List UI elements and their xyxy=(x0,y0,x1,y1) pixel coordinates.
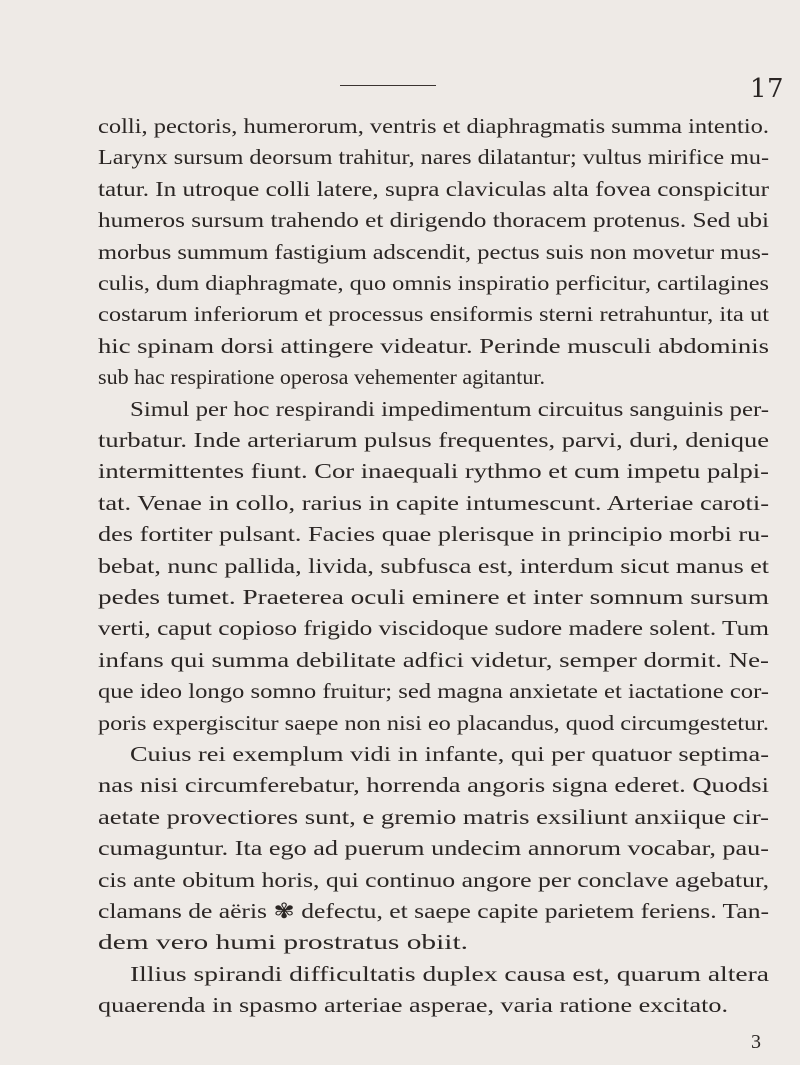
header-rule xyxy=(340,85,436,86)
text-line: Simul per hoc respirandi impedimentum circuitus sanguinis per- xyxy=(130,396,770,421)
text-line: Cuius rei exemplum vidi in infante, qui per quatuor septima- xyxy=(130,742,770,766)
text-line: turbatur. Inde arteriarum pulsus frequentes, parvi, duri, denique xyxy=(98,428,770,452)
text-line: Larynx sursum deorsum trahitur, nares dilatantur; vultus mirifice mu- xyxy=(98,145,770,170)
text-line: hic spinam dorsi attingere videatur. Perinde musculi abdominis xyxy=(98,333,769,358)
text-line: culis, dum diaphragmate, quo omnis inspiratio perficitur, cartilagines xyxy=(98,271,770,295)
text-line: dem vero humi prostratus obiit. xyxy=(98,930,469,955)
signature-mark: 3 xyxy=(751,1030,761,1053)
text-line: que ideo longo somno fruitur; sed magna anxietate et iactatione cor- xyxy=(98,679,770,704)
text-line: intermittentes fiunt. Cor inaequali rythmo et cum impetu palpi- xyxy=(98,459,769,484)
text-line: morbus summum fastigium adscendit, pectus suis non movetur mus- xyxy=(98,239,770,264)
text-line: nas nisi circumferebatur, horrenda angoris signa ederet. Quodsi xyxy=(98,773,769,798)
text-line: sub hac respiratione operosa vehementer agitantur. xyxy=(98,365,545,390)
text-line: costarum inferiorum et processus ensiformis sterni retrahuntur, ita ut xyxy=(98,302,770,327)
text-line: tat. Venae in collo, rarius in capite intumescunt. Arteriae caroti- xyxy=(98,490,770,515)
text-line: des fortiter pulsant. Facies quae plerisque in principio morbi ru- xyxy=(98,522,769,547)
text-line: verti, caput copioso frigido viscidoque sudore madere solent. Tum xyxy=(98,616,769,641)
text-line: colli, pectoris, humerorum, ventris et diaphragmatis summa intentio. xyxy=(98,114,770,138)
text-line: pedes tumet. Praeterea oculi eminere et inter somnum sursum xyxy=(98,585,769,609)
text-line: bebat, nunc pallida, livida, subfusca est, interdum sicut manus et xyxy=(98,553,770,578)
text-line: Illius spirandi difficultatis duplex causa est, quarum altera xyxy=(130,961,770,986)
text-line: infans qui summa debilitate adfici videtur, semper dormit. Ne- xyxy=(98,647,770,672)
text-line: humeros sursum trahendo et dirigendo thoracem protenus. Sed ubi xyxy=(98,208,769,233)
text-line: quaerenda in spasmo arteriae asperae, varia ratione excitato. xyxy=(98,993,729,1018)
text-line: aetate provectiores sunt, e gremio matris exsiliunt anxiique cir- xyxy=(98,804,770,829)
text-line: clamans de aëris ✾ defectu, et saepe capite parietem feriens. Tan- xyxy=(98,899,770,923)
text-line: cis ante obitum horis, qui continuo angore per conclave agebatur, xyxy=(98,867,770,892)
text-line: cumaguntur. Ita ego ad puerum undecim annorum vocabar, pau- xyxy=(98,836,769,861)
text-line: poris expergiscitur saepe non nisi eo placandus, quod circumgestetur. xyxy=(98,710,769,735)
page-number: 17 xyxy=(750,74,785,104)
text-line: tatur. In utroque colli latere, supra claviculas alta fovea conspicitur xyxy=(98,176,769,201)
